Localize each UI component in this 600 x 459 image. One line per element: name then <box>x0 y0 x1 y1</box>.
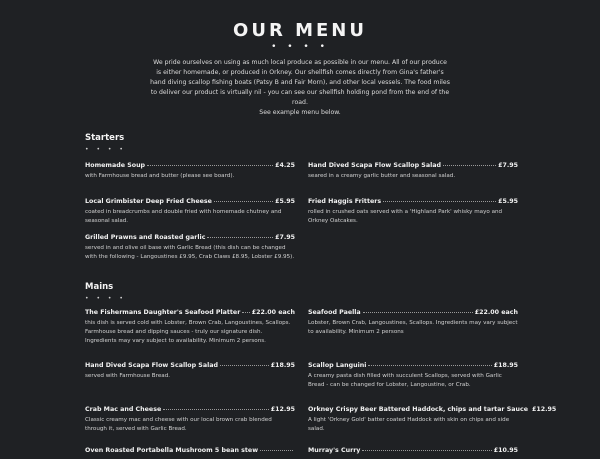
menu-item <box>308 362 518 390</box>
menu-item <box>308 447 518 454</box>
dotted-leader <box>163 409 268 410</box>
menu-item <box>85 447 295 454</box>
menu-item <box>85 362 295 381</box>
dotted-leader <box>363 312 473 313</box>
item-name: Seafood Paella <box>308 309 361 316</box>
item-description: with Farmhouse bread and butter (please see board). <box>85 173 235 179</box>
item-description: A creamy pasta dish filled with succulent Scallops, served with Garlic Bread - can be changed for Lobster, Langoustine, or Crab. <box>308 373 502 388</box>
item-name: Orkney Crispy Beer Battered Haddock, chips and tartar Sauce <box>308 406 528 413</box>
item-description: this dish is served cold with Lobster, Brown Crab, Langoustines, Scallops. Farmhouse bread and dipping sauces - truly our signature dish. Ingredients may vary subject to availability. Minimum 2 persons. <box>85 320 291 344</box>
menu-item <box>85 234 295 262</box>
item-description: Classic creamy mac and cheese with our local brown crab blended through it, served with Garlic Bread. <box>85 417 272 432</box>
item-description: served in and olive oil base with Garlic Bread (this dish can be changed with the following - Langoustines £9.95, Crab Claws £8.95, Lobster £9.95). <box>85 245 295 260</box>
item-name: Grilled Prawns and Roasted garlic <box>85 234 206 241</box>
item-price: £22.00 each <box>474 309 518 316</box>
item-name: Murray's Curry <box>308 447 361 454</box>
dotted-leader <box>443 165 496 166</box>
mains-dots-divider: • • • • <box>85 295 126 302</box>
starters-heading: Starters <box>85 133 125 143</box>
menu-item <box>85 406 295 434</box>
menu-item <box>308 162 518 181</box>
item-price: £12.95 <box>270 406 295 413</box>
item-name: Oven Roasted Portabella Mushroom 5 bean stew <box>85 447 259 454</box>
item-name: The Fishermans Daughter's Seafood Platter <box>85 309 241 316</box>
intro-paragraph: We pride ourselves on using as much local produce as possible in our menu. All of our produce is either homemade, or produced in Orkney. Our shellfish comes directly from Gina's father's hand diving scallop fishing boats (Patsy B and Fair Morn), and other local vessels. The food miles to deliver our product is virtually nil - you can see our shellfish holding pond from the end of the road. <box>150 59 450 106</box>
item-name: Hand Dived Scapa Flow Scallop Salad <box>308 162 441 169</box>
item-description: seared in a creamy garlic butter and seasonal salad. <box>308 173 456 179</box>
dotted-leader <box>147 165 273 166</box>
item-price: £18.95 <box>493 362 518 369</box>
menu-item <box>308 406 557 434</box>
mains-heading: Mains <box>85 282 114 292</box>
dotted-leader <box>362 450 491 451</box>
dotted-leader <box>242 312 249 313</box>
dotted-leader <box>383 201 496 202</box>
item-name: Scallop Languini <box>308 362 367 369</box>
item-name: Fried Haggis Fritters <box>308 198 382 205</box>
item-name: Crab Mac and Cheese <box>85 406 162 413</box>
dotted-leader <box>220 365 269 366</box>
dotted-leader <box>207 237 273 238</box>
page-title: OUR MENU <box>233 20 367 41</box>
dotted-leader <box>260 450 293 451</box>
item-description: coated in breadcrumbs and double fried with homemade chutney and seasonal salad. <box>85 209 282 224</box>
item-name: Local Grimbister Deep Fried Cheese <box>85 198 212 205</box>
item-price: £7.95 <box>498 162 518 169</box>
see-example-text: See example menu below. <box>259 109 341 116</box>
item-price: £10.95 <box>493 447 518 454</box>
dotted-leader <box>214 201 273 202</box>
item-description: Lobster, Brown Crab, Langoustines, Scallops. Ingredients may vary subject to availability. Minimum 2 persons <box>308 320 518 335</box>
menu-item <box>85 198 295 226</box>
item-name: Hand Dived Scapa Flow Scallop Salad <box>85 362 218 369</box>
menu-item <box>85 309 295 346</box>
item-price: £5.95 <box>498 198 518 205</box>
menu-item <box>308 309 518 337</box>
menu-item <box>308 198 518 226</box>
item-description: served with Farmhouse Bread. <box>85 373 171 379</box>
title-dots-divider: • • • • <box>271 42 329 52</box>
item-price: £7.95 <box>275 234 295 241</box>
item-description: A light 'Orkney Gold' batter coated Haddock with skin on chips and side salad. <box>308 417 510 432</box>
item-price: £12.95 <box>532 406 557 413</box>
dotted-leader <box>368 365 491 366</box>
item-name: Homemade Soup <box>85 162 146 169</box>
item-price: £18.95 <box>270 362 295 369</box>
item-price: £5.95 <box>275 198 295 205</box>
menu-item <box>85 162 295 181</box>
starters-dots-divider: • • • • <box>85 146 126 153</box>
item-description: rolled in crushed oats served with a 'Highland Park' whisky mayo and Orkney Oatcakes. <box>308 209 503 224</box>
item-price: £4.25 <box>275 162 295 169</box>
item-price: £22.00 each <box>251 309 295 316</box>
